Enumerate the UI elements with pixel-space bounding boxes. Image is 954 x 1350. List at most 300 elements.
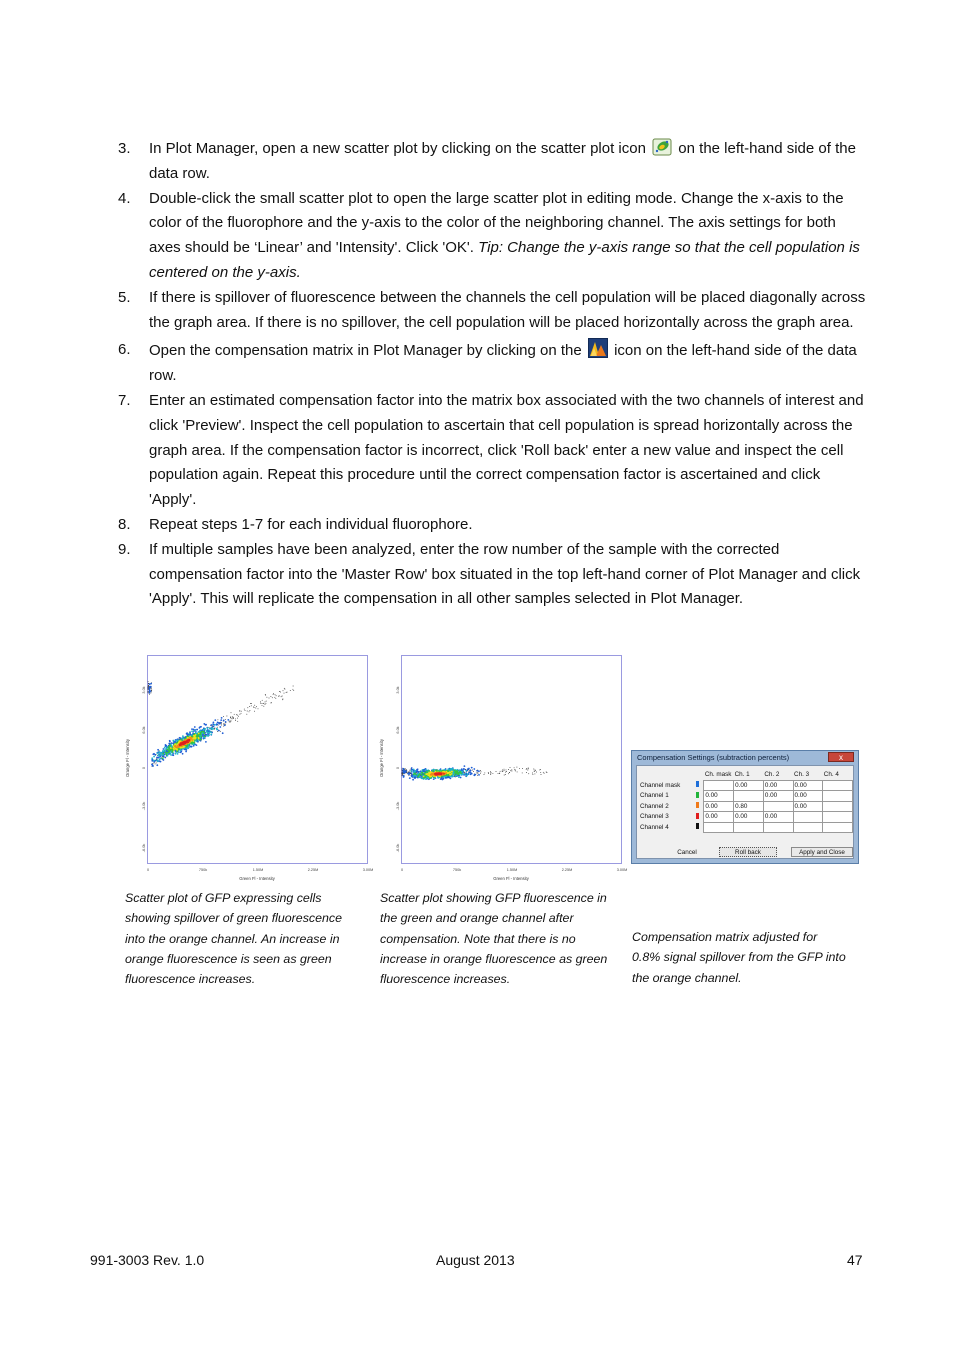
data-point — [223, 724, 224, 725]
data-point — [151, 757, 153, 759]
data-point — [263, 703, 264, 704]
data-point — [484, 774, 485, 775]
data-point — [221, 725, 222, 726]
data-point — [272, 697, 273, 698]
matrix-cell[interactable]: 0.00 — [763, 780, 793, 791]
data-point — [474, 774, 476, 776]
matrix-cell[interactable]: 0.00 — [763, 791, 793, 802]
data-point — [275, 694, 276, 695]
data-point — [526, 769, 527, 770]
step-7 — [118, 389, 868, 513]
data-point — [460, 777, 462, 779]
data-point — [164, 747, 166, 749]
data-point — [449, 774, 451, 776]
data-point — [179, 740, 181, 742]
data-point — [175, 745, 177, 747]
data-point — [293, 686, 294, 687]
step-number: 4. — [118, 189, 131, 207]
data-point — [214, 724, 216, 726]
instruction-steps — [118, 137, 868, 612]
step-text: on the left-hand side of the data row. — [149, 140, 856, 182]
data-point — [234, 714, 235, 715]
data-point — [430, 774, 432, 776]
data-point — [230, 721, 231, 722]
matrix-cell[interactable] — [734, 822, 764, 833]
data-point — [424, 773, 426, 775]
data-point — [500, 771, 501, 772]
data-point — [261, 703, 262, 704]
data-point — [420, 777, 422, 779]
data-point — [206, 735, 208, 737]
data-point — [226, 716, 227, 717]
data-point — [169, 745, 171, 747]
data-point — [421, 772, 423, 774]
data-point — [185, 751, 187, 753]
data-point — [437, 773, 439, 775]
data-point — [235, 718, 236, 719]
matrix-cell[interactable] — [793, 822, 823, 833]
data-point — [275, 698, 276, 699]
data-point — [519, 768, 520, 769]
matrix-cell[interactable] — [734, 791, 764, 802]
data-point — [463, 768, 465, 770]
data-point — [402, 772, 403, 773]
data-point — [405, 770, 407, 772]
matrix-cell[interactable]: 0.00 — [793, 780, 823, 791]
data-point — [535, 769, 536, 770]
data-point — [488, 773, 489, 774]
data-point — [510, 767, 511, 768]
data-point — [472, 770, 473, 771]
data-point — [193, 745, 195, 747]
x-tick-label: 1.50M — [252, 868, 264, 872]
step-5 — [118, 286, 868, 336]
step-text: icon on the left-hand side of the data row. — [149, 342, 857, 385]
data-point — [157, 752, 159, 754]
data-point — [214, 719, 216, 721]
row-label: Channel 3 — [640, 813, 669, 821]
data-point — [206, 731, 208, 733]
data-point — [440, 773, 442, 775]
data-point — [225, 721, 227, 723]
data-point — [403, 771, 405, 773]
data-point — [539, 769, 540, 770]
data-point — [232, 718, 233, 719]
x-tick-labels — [401, 868, 627, 872]
data-point — [492, 773, 493, 774]
data-point — [458, 776, 460, 778]
data-point — [282, 696, 283, 697]
matrix-cell[interactable] — [823, 822, 853, 833]
data-point — [148, 689, 149, 690]
matrix-cell[interactable]: 0.00 — [704, 791, 734, 802]
compensation-settings-dialog — [631, 750, 859, 864]
data-point — [157, 757, 159, 759]
apply-and-close-button[interactable]: Apply and Close — [791, 847, 853, 857]
data-point — [169, 741, 171, 743]
plot-frame — [148, 656, 368, 864]
data-point — [402, 768, 403, 769]
data-point — [443, 778, 445, 780]
data-point — [515, 769, 516, 770]
step-text: Double-click the small scatter plot to open the large scatter plot in editing mode. Change the x-axis to the color of the fluorophore and the y-axis to the color of the neighboring channel. The axis settings for both axes should be ‘Linear’ and 'Intensity'. Click 'OK'. — [149, 189, 844, 257]
data-point — [413, 775, 415, 777]
matrix-cell[interactable] — [704, 780, 734, 791]
data-point — [478, 774, 480, 776]
data-point — [409, 770, 410, 771]
data-point — [416, 770, 418, 772]
data-point — [265, 703, 266, 704]
data-point — [157, 749, 159, 751]
data-point — [415, 774, 417, 776]
step-number: 9. — [118, 540, 131, 558]
channel-color-swatch — [696, 781, 699, 787]
data-point — [191, 728, 193, 730]
y-axis-label: Orange Fl - Intensity — [125, 739, 130, 777]
data-point — [205, 741, 207, 743]
y-tick-label: -6.0k — [396, 843, 400, 853]
data-point — [505, 774, 506, 775]
data-point — [287, 692, 288, 693]
data-point — [209, 727, 210, 728]
data-point — [239, 711, 240, 712]
data-point — [191, 734, 193, 736]
matrix-cell[interactable] — [793, 812, 823, 823]
data-point — [249, 710, 250, 711]
data-point — [528, 773, 529, 774]
data-point — [249, 711, 250, 712]
data-point — [194, 729, 196, 731]
channel-color-swatch — [696, 792, 699, 798]
data-point — [502, 771, 503, 772]
data-point — [217, 727, 218, 728]
data-point — [224, 724, 225, 725]
data-point — [509, 772, 510, 773]
matrix-cell[interactable] — [704, 822, 734, 833]
data-point — [172, 740, 174, 742]
data-point — [280, 692, 281, 693]
data-point — [162, 750, 164, 752]
data-point — [187, 741, 189, 743]
data-point — [408, 772, 409, 773]
matrix-cell[interactable]: 0.00 — [704, 812, 734, 823]
data-point — [443, 773, 445, 775]
data-point — [522, 768, 523, 769]
data-point — [484, 772, 485, 773]
data-point — [204, 728, 206, 730]
column-header: Ch. 3 — [794, 771, 810, 779]
data-point — [540, 772, 541, 773]
y-tick-label: 3.0k — [396, 686, 400, 694]
data-point — [451, 771, 453, 773]
step-number: 7. — [118, 391, 131, 409]
data-point — [200, 734, 202, 736]
data-point — [225, 719, 226, 720]
step-4 — [118, 187, 868, 286]
step-6 — [118, 338, 868, 389]
data-point — [150, 683, 152, 685]
data-point — [470, 770, 472, 772]
data-point — [245, 710, 246, 711]
data-point — [223, 716, 224, 717]
matrix-cell[interactable] — [763, 801, 793, 812]
data-point — [178, 751, 180, 753]
data-point — [246, 714, 247, 715]
data-point — [159, 760, 161, 762]
x-tick-label: 2.25M — [307, 868, 319, 872]
matrix-header-row — [639, 770, 853, 780]
data-point — [233, 717, 234, 718]
matrix-cell[interactable]: 0.00 — [704, 801, 734, 812]
data-point — [203, 732, 205, 734]
data-point — [167, 749, 169, 751]
data-point — [411, 772, 413, 774]
data-point — [279, 695, 280, 696]
data-point — [172, 751, 174, 753]
data-point — [159, 750, 160, 751]
data-point — [471, 767, 473, 769]
x-tick-label: 3.00M — [362, 868, 374, 872]
data-point — [473, 768, 475, 770]
matrix-cell[interactable]: 0.00 — [793, 791, 823, 802]
data-point — [150, 692, 151, 693]
x-axis-label: Green Fl - Intensity — [493, 876, 529, 881]
data-point — [281, 696, 282, 697]
data-point — [414, 770, 416, 772]
data-point — [231, 718, 232, 719]
data-point — [148, 681, 149, 682]
data-point — [263, 703, 264, 704]
compensation-matrix — [639, 770, 853, 833]
data-point — [202, 729, 204, 731]
data-point — [182, 735, 184, 737]
data-point — [199, 726, 201, 728]
data-point — [241, 713, 242, 714]
step-9 — [118, 538, 868, 612]
step-tip: Tip: Change the y-axis range so that the cell population is centered on the y-axis. — [149, 239, 860, 281]
data-point — [480, 770, 481, 771]
data-point — [413, 769, 415, 771]
y-tick-label: -3.0k — [396, 801, 400, 811]
channel-color-swatch — [696, 802, 699, 808]
roll-back-button[interactable]: Roll back — [719, 847, 777, 857]
data-point — [546, 772, 547, 773]
data-point — [292, 689, 293, 690]
data-point — [425, 769, 427, 771]
compensation-matrix-icon — [588, 338, 608, 356]
step-text: In Plot Manager, open a new scatter plot by clicking on the scatter plot icon — [149, 140, 646, 157]
data-point — [421, 774, 423, 776]
data-point — [216, 724, 218, 726]
data-point — [453, 769, 455, 771]
data-point — [231, 712, 232, 713]
data-point — [504, 769, 505, 770]
step-text: Enter an estimated compensation factor into the matrix box associated with the two channels of interest and click 'Preview'. Inspect the cell population to ascertain that cell population is spread horizontally across the graph area. If the compensation factor is incorrect, click 'Roll back' enter a new value and inspect the cell population again. Repeat this procedure until the correct compensation factor is ascertained and click 'Apply'. — [149, 391, 864, 509]
data-point — [432, 774, 434, 776]
scatter-plot-icon — [652, 138, 672, 156]
data-point — [532, 773, 533, 774]
data-point — [160, 758, 162, 760]
data-point — [251, 705, 252, 706]
data-point — [239, 714, 240, 715]
data-point — [516, 767, 517, 768]
data-point — [223, 726, 224, 727]
y-tick-label: 6.0k — [142, 726, 146, 734]
data-point — [247, 711, 248, 712]
data-point — [265, 704, 266, 705]
cancel-button[interactable]: Cancel — [677, 849, 697, 856]
data-point — [164, 749, 166, 751]
channel-color-swatch — [696, 823, 699, 829]
data-point — [207, 727, 209, 729]
matrix-cell[interactable] — [823, 780, 853, 791]
data-point — [411, 767, 413, 769]
data-point — [236, 714, 237, 715]
data-point — [266, 697, 267, 698]
y-tick-labels — [396, 686, 400, 852]
data-point — [477, 772, 478, 773]
row-label: Channel 1 — [640, 792, 669, 800]
matrix-cell[interactable] — [823, 791, 853, 802]
data-point — [418, 774, 420, 776]
data-point — [403, 775, 405, 777]
matrix-cell[interactable]: 0.00 — [734, 780, 764, 791]
data-point — [156, 764, 158, 766]
data-point — [445, 772, 447, 774]
data-point — [526, 772, 527, 773]
data-point — [208, 735, 210, 737]
data-point — [184, 742, 186, 744]
data-point — [279, 691, 280, 692]
data-point — [175, 753, 177, 755]
data-point — [504, 775, 505, 776]
channel-color-swatch — [696, 813, 699, 819]
scatter-plot-spillover — [120, 650, 375, 885]
data-point — [216, 728, 218, 730]
row-label: Channel mask — [640, 781, 681, 789]
data-point — [433, 778, 435, 780]
data-point — [237, 718, 238, 719]
data-point — [422, 769, 424, 771]
data-point — [265, 701, 266, 702]
step-number: 3. — [118, 140, 131, 157]
column-header: Ch. 2 — [764, 771, 780, 779]
data-point — [256, 706, 257, 707]
row-label: Channel 2 — [640, 802, 669, 810]
data-point — [254, 705, 255, 706]
matrix-cell[interactable] — [823, 801, 853, 812]
data-point — [544, 773, 545, 774]
data-point — [208, 730, 210, 732]
data-point — [198, 737, 200, 739]
data-point — [478, 770, 480, 772]
data-point — [165, 745, 167, 747]
step-number: 8. — [118, 515, 131, 533]
matrix-row — [639, 780, 853, 791]
column-header: Ch. 4 — [823, 771, 839, 779]
data-point — [194, 735, 196, 737]
x-tick-label: 750k — [452, 868, 462, 872]
data-point — [217, 719, 218, 720]
step-text: Repeat steps 1-7 for each individual fluorophore. — [149, 515, 473, 533]
data-point — [201, 736, 203, 738]
matrix-row — [639, 812, 853, 823]
data-point — [465, 770, 467, 772]
data-point — [506, 771, 507, 772]
data-point — [219, 726, 221, 728]
data-point — [238, 716, 239, 717]
data-point — [177, 745, 179, 747]
data-point — [241, 711, 242, 712]
data-point — [186, 745, 188, 747]
data-point — [168, 752, 170, 754]
y-tick-label: 6.0k — [396, 726, 400, 734]
data-point — [186, 749, 188, 751]
data-point — [247, 707, 248, 708]
data-point — [517, 771, 518, 772]
data-point — [163, 759, 165, 761]
data-point — [533, 769, 534, 770]
data-point — [220, 731, 221, 732]
data-point — [157, 761, 159, 763]
data-point — [528, 768, 529, 769]
data-point — [476, 770, 478, 772]
data-point — [465, 773, 467, 775]
step-text: If multiple samples have been analyzed, enter the row number of the sample with the corrected compensation factor into the 'Master Row' box situated in the top left-hand corner of Plot Manager and click 'Apply'. This will replicate the compensation in all other samples selected in Plot Manager. — [149, 540, 861, 608]
data-point — [468, 768, 470, 770]
data-point — [527, 770, 528, 771]
data-point — [224, 724, 226, 726]
data-point — [446, 775, 448, 777]
matrix-cell[interactable] — [763, 822, 793, 833]
data-point — [188, 733, 190, 735]
data-point — [508, 769, 509, 770]
y-tick-labels — [142, 686, 146, 852]
data-point — [498, 773, 499, 774]
data-point — [284, 693, 285, 694]
close-button[interactable]: x — [828, 752, 854, 762]
data-point — [156, 762, 157, 763]
matrix-cell[interactable]: 0.00 — [793, 801, 823, 812]
data-point — [232, 717, 233, 718]
data-point — [274, 697, 275, 698]
data-point — [467, 773, 469, 775]
data-point — [237, 721, 238, 722]
matrix-cell[interactable]: 0.80 — [734, 801, 764, 812]
data-point — [250, 703, 251, 704]
y-axis-label: Orange Fl - Intensity — [379, 739, 384, 777]
data-point — [189, 737, 191, 739]
y-tick-label: 0 — [396, 766, 400, 770]
y-tick-label: 0 — [142, 766, 146, 770]
matrix-cell[interactable] — [823, 812, 853, 823]
step-text: If there is spillover of fluorescence between the channels the cell population will be placed diagonally across the graph area. If there is no spillover, the cell population will be placed horizontally across the graph area. — [149, 288, 866, 331]
data-point — [149, 692, 151, 694]
data-point — [166, 752, 168, 754]
data-point — [423, 776, 425, 778]
data-point — [496, 771, 497, 772]
data-point — [153, 756, 155, 758]
matrix-cell[interactable]: 0.00 — [763, 812, 793, 823]
data-point — [148, 685, 149, 686]
data-point — [464, 772, 465, 773]
data-point — [515, 770, 516, 771]
data-point — [203, 731, 205, 733]
data-point — [528, 768, 529, 769]
data-point — [473, 771, 474, 772]
matrix-cell[interactable]: 0.00 — [734, 812, 764, 823]
x-tick-label: 3.00M — [616, 868, 628, 872]
